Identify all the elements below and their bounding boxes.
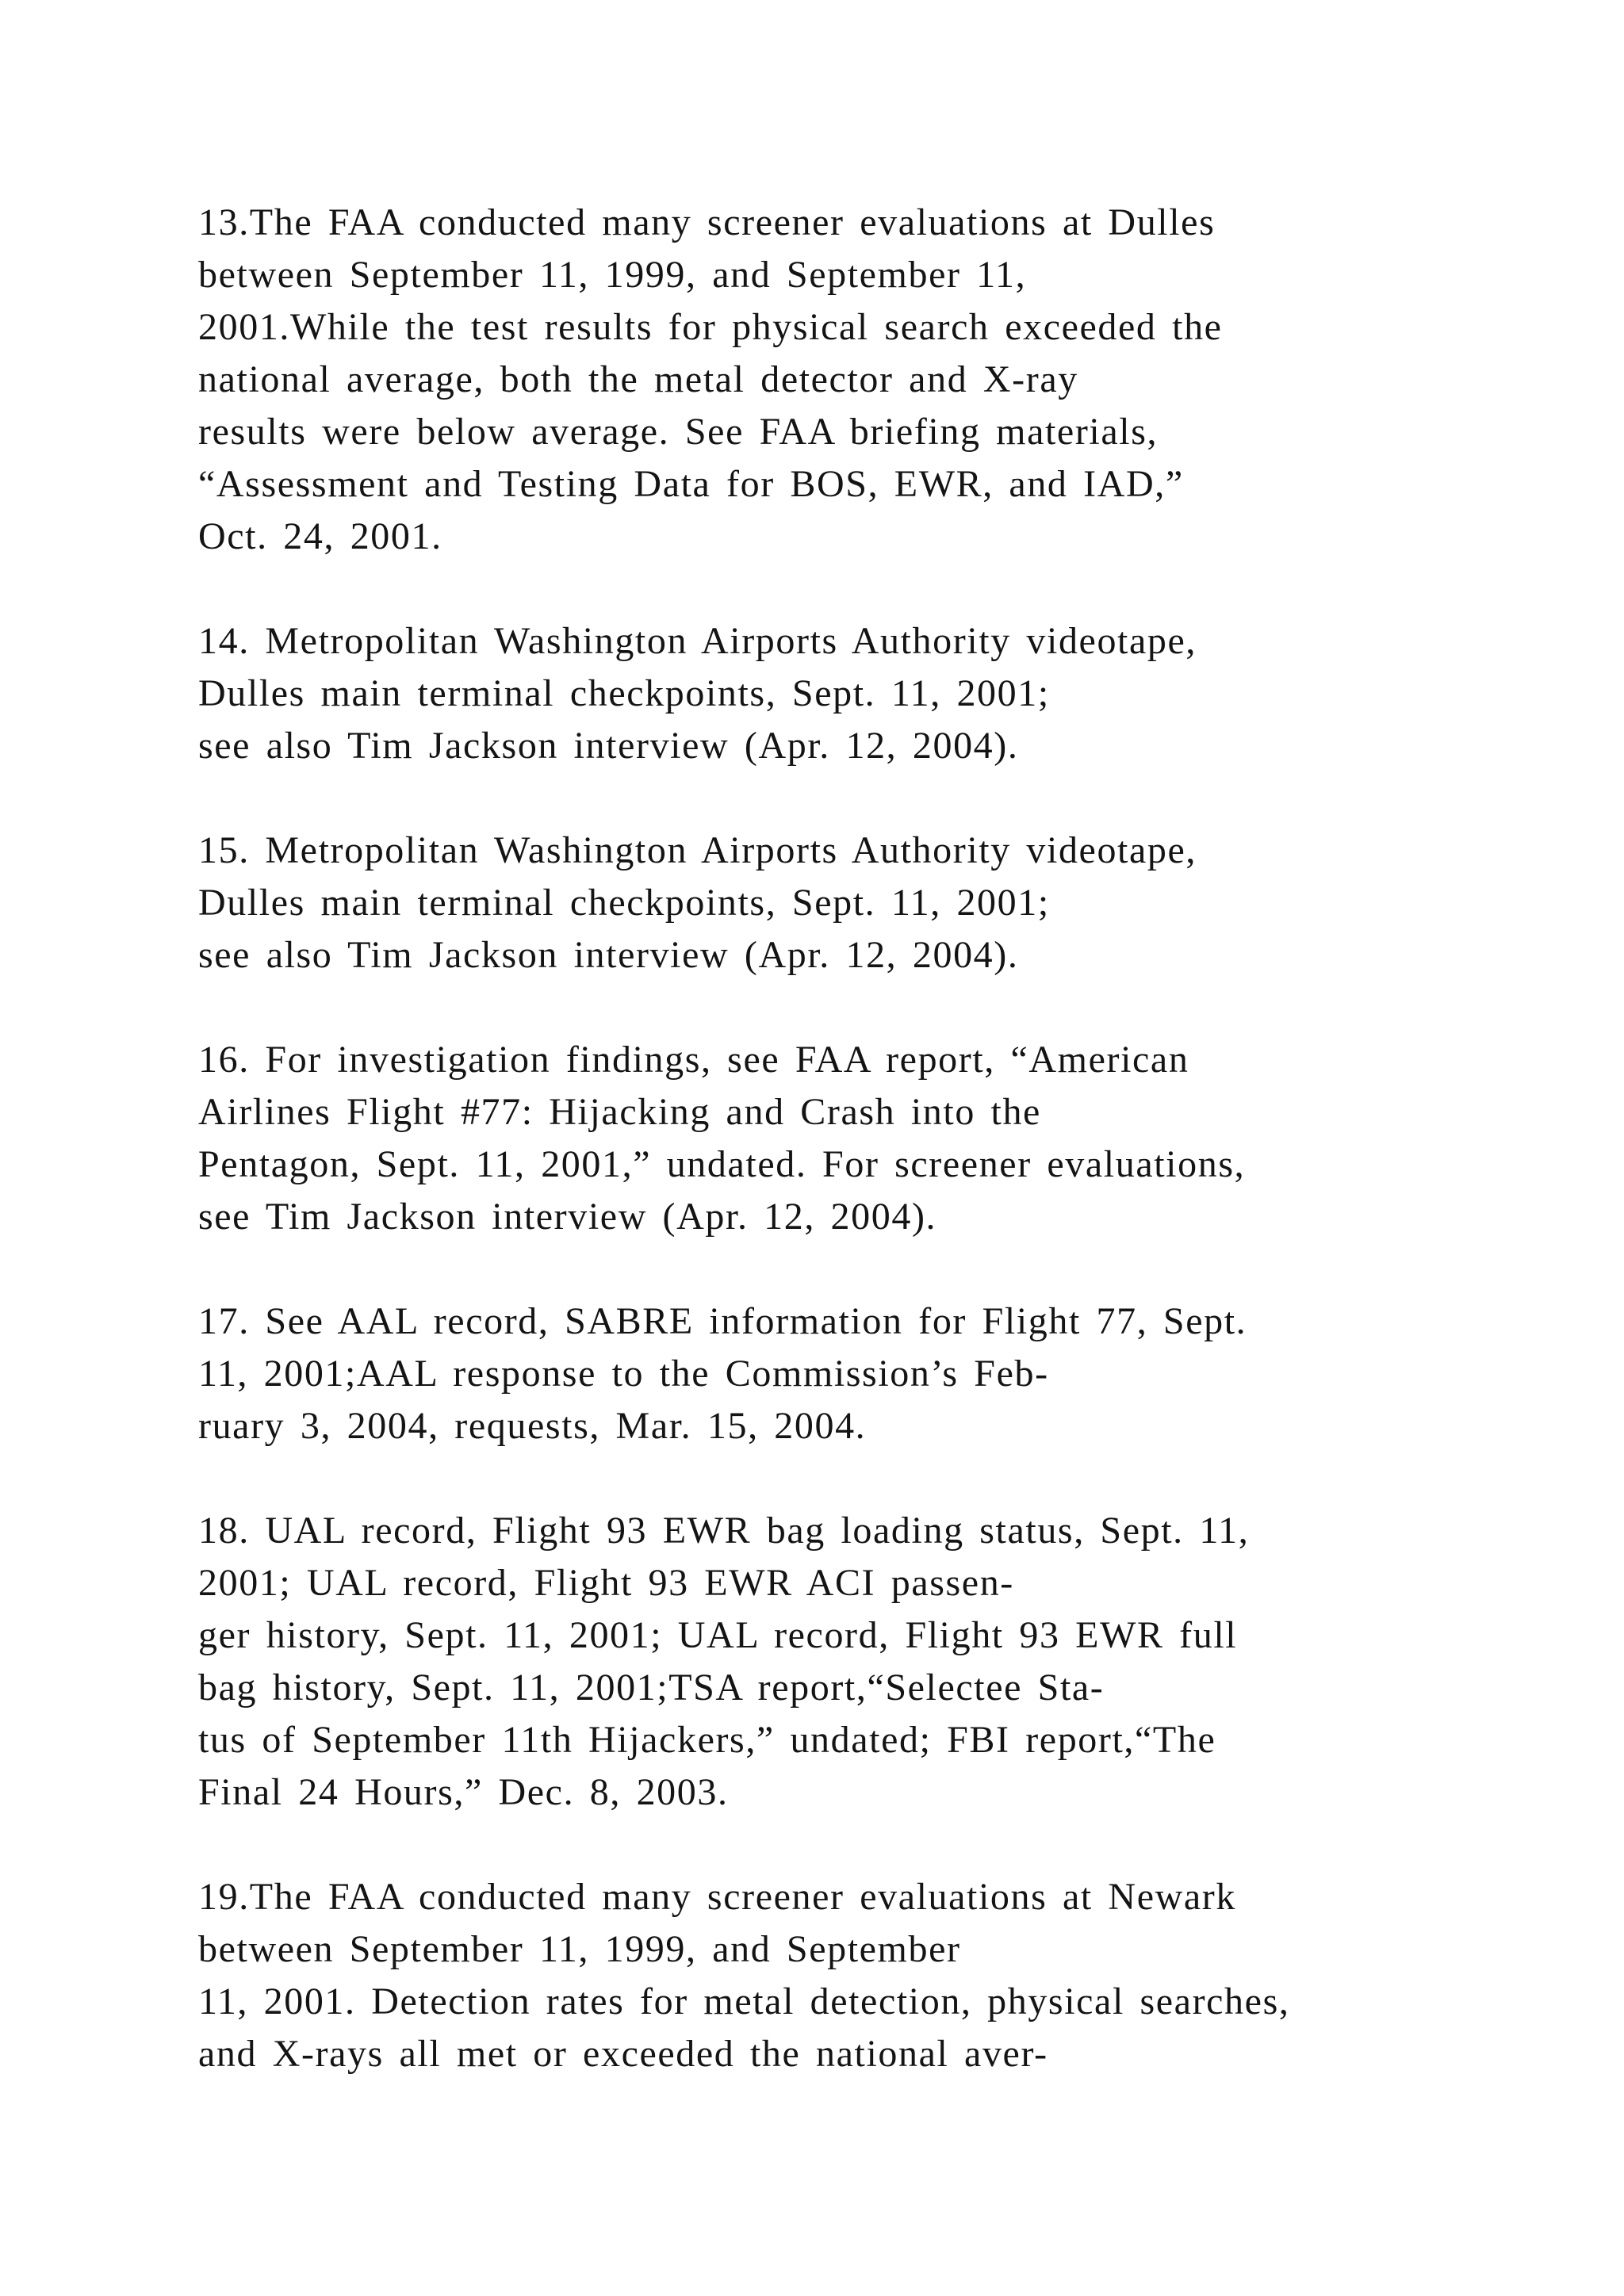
endnote-line: 14. Metropolitan Washington Airports Authority videotape, [198,620,1197,662]
endnote-line: 16. For investigation findings, see FAA report, “American [198,1039,1189,1081]
endnote-line: between September 11, 1999, and September [198,1928,961,1970]
endnote-line: 17. See AAL record, SABRE information for Flight 77, Sept. [198,1300,1247,1342]
endnote-line: 2001.While the test results for physical search exceeded the [198,306,1223,348]
endnote-19 [198,1871,1594,2080]
endnote-line: Final 24 Hours,” Dec. 8, 2003. [198,1771,729,1813]
endnote-line: Dulles main terminal checkpoints, Sept. 11, 2001; [198,672,1050,714]
endnote-line: Oct. 24, 2001. [198,515,442,557]
endnotes-list [198,197,1594,2133]
endnote-line: ger history, Sept. 11, 2001; UAL record, Flight 93 EWR full [198,1614,1238,1656]
endnote-17 [198,1295,1594,1452]
endnote-line: see also Tim Jackson interview (Apr. 12, 2004). [198,725,1019,767]
endnote-line: 18. UAL record, Flight 93 EWR bag loading status, Sept. 11, [198,1510,1250,1552]
endnote-line: 19.The FAA conducted many screener evaluations at Newark [198,1876,1236,1918]
endnote-line: 2001; UAL record, Flight 93 EWR ACI passen- [198,1562,1014,1604]
endnote-line: Pentagon, Sept. 11, 2001,” undated. For screener evaluations, [198,1143,1246,1185]
endnote-line: ruary 3, 2004, requests, Mar. 15, 2004. [198,1405,867,1447]
endnote-line: and X-rays all met or exceeded the national aver- [198,2033,1048,2075]
endnote-line: between September 11, 1999, and September 11, [198,254,1027,296]
endnote-13 [198,197,1594,563]
endnote-18 [198,1505,1594,1819]
endnote-15 [198,825,1594,982]
endnote-line: see Tim Jackson interview (Apr. 12, 2004). [198,1196,937,1238]
endnote-line: Airlines Flight #77: Hijacking and Crash into the [198,1091,1041,1133]
endnote-16 [198,1034,1594,1243]
endnote-line: “Assessment and Testing Data for BOS, EWR, and IAD,” [198,463,1184,505]
endnote-14 [198,615,1594,772]
endnote-line: 13.The FAA conducted many screener evaluations at Dulles [198,201,1216,243]
endnote-line: Dulles main terminal checkpoints, Sept. 11, 2001; [198,882,1050,924]
endnote-line: results were below average. See FAA briefing materials, [198,411,1159,453]
endnote-line: tus of September 11th Hijackers,” undated; FBI report,“The [198,1719,1216,1761]
endnote-line: 15. Metropolitan Washington Airports Authority videotape, [198,829,1197,871]
endnote-line: bag history, Sept. 11, 2001;TSA report,“Selectee Sta- [198,1667,1105,1709]
endnote-line: 11, 2001;AAL response to the Commission’s Feb- [198,1353,1049,1395]
endnote-line: 11, 2001. Detection rates for metal detection, physical searches, [198,1980,1290,2022]
endnote-line: national average, both the metal detector and X-ray [198,358,1078,400]
endnote-line: see also Tim Jackson interview (Apr. 12, 2004). [198,934,1019,976]
